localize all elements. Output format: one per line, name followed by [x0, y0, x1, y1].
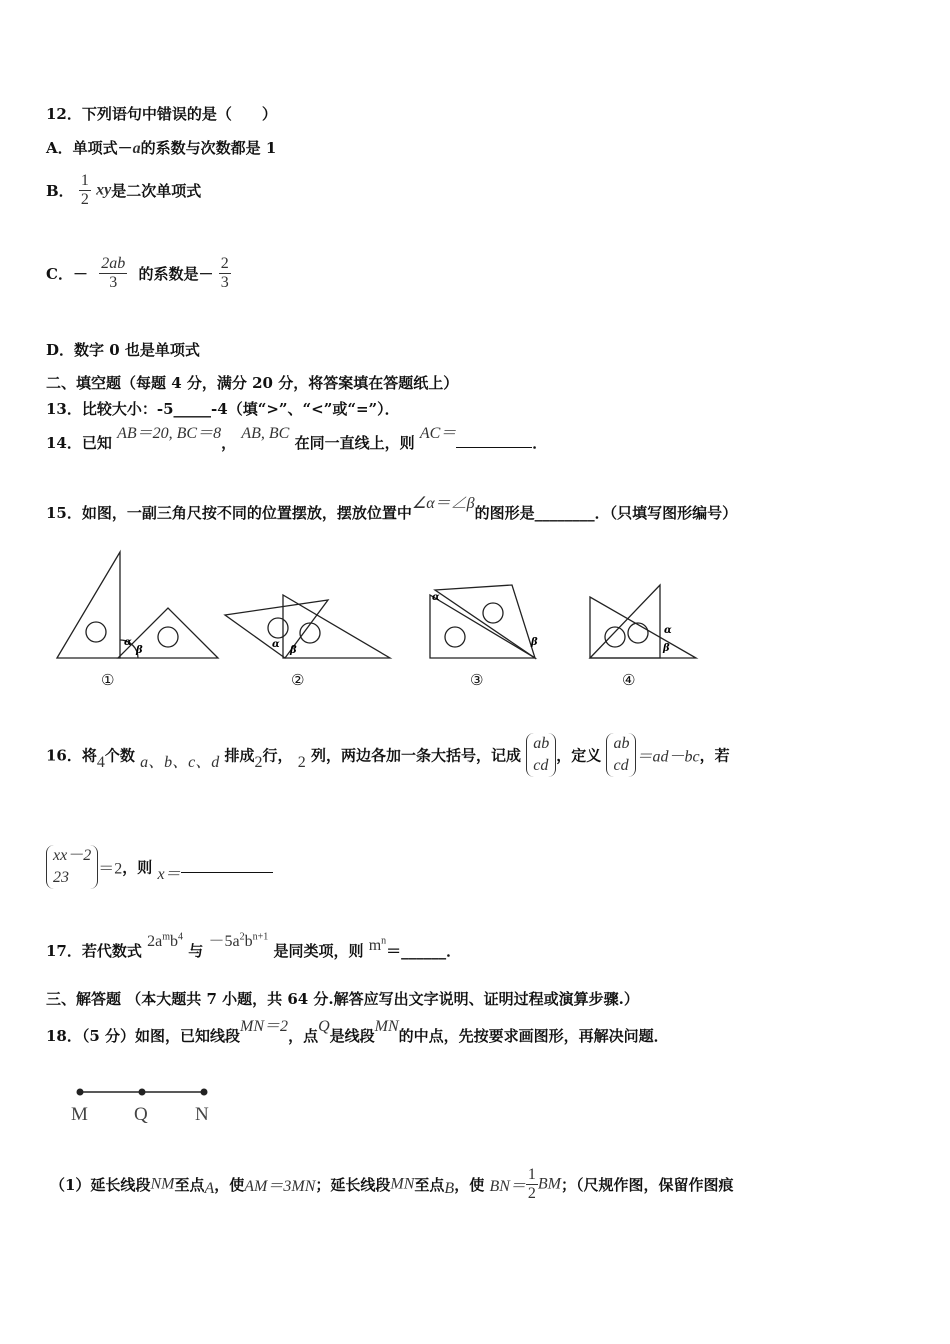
figure-3-caption: ③ — [470, 671, 484, 689]
q12-option-c: C．－ $\frac{2ab}{3}$ 的系数是－ $\frac{2}{3}$ — [46, 255, 229, 291]
point-m-label: M — [71, 1104, 88, 1125]
beta-label-3: β — [531, 637, 538, 648]
figure-4-caption: ④ — [622, 671, 636, 689]
q12-title: 12．下列语句中错误的是（ ） — [46, 105, 277, 123]
matrix-abcd: ab cd — [526, 733, 556, 777]
alpha-label-4: α — [664, 625, 672, 636]
beta-label-1: β — [136, 645, 143, 656]
alpha-label-1: α — [124, 637, 132, 648]
q12-option-d: D．数字 0 也是单项式 — [46, 341, 200, 359]
q16: 16．将4个数 a、b、c、d 排成2行， 2 列，两边各加一条大括号，记成 ab cd，定义 ab cd ＝ad－bc，若 — [46, 733, 730, 777]
segment-mqn — [68, 1083, 228, 1133]
section2-heading: 二、填空题（每题 4 分，满分 20 分，将答案填在答题纸上） — [46, 374, 459, 392]
alpha-label-3: α — [432, 592, 440, 603]
beta-label-2: β — [290, 645, 297, 656]
q12-option-b: B． $\frac{1}{2}$ xy是二次单项式 — [46, 172, 202, 208]
q15: 15．如图，一副三角尺按不同的位置摆放，摆放位置中∠α＝∠β的图形是________．（只填写图形编号） — [46, 495, 738, 522]
q18: 18．（5 分）如图，已知线段MN＝2，点Q是线段MN的中点，先按要求画图形，再解决问题． — [46, 1018, 669, 1045]
point-q-label: Q — [134, 1104, 148, 1125]
q14: 14．已知 AB＝20, BC＝8， AB, BC 在同一直线上，则 AC＝． — [46, 425, 548, 452]
q17: 17．若代数式 $2a^mb^4$ 与 $-5a^2b^{n+1}$ 是同类项，则 $m^n=\_\_\_\_\_\_$． — [46, 931, 462, 960]
figure-2-caption: ② — [291, 671, 305, 689]
figure-1-caption: ① — [101, 671, 115, 689]
figure-2 — [225, 595, 390, 658]
q18-part1: （1）延长线段NM至点A，使AM＝3MN；延长线段MN至点B，使 BN＝ $\frac{1}{2}$ BM；（尺规作图，保留作图痕 — [50, 1166, 734, 1202]
figure-4 — [590, 585, 696, 658]
point-n-label: N — [195, 1104, 209, 1125]
matrix-x: xx－2 23 — [46, 845, 98, 889]
q16-condition: xx－2 23 ＝2，则 x＝ — [46, 845, 273, 889]
q12-option-a: A．单项式－a的系数与次数都是 1 — [46, 139, 277, 157]
triangle-figures — [50, 545, 710, 670]
section3-heading: 三、解答题 （本大题共 7 小题，共 64 分.解答应写出文字说明、证明过程或演算步骤.） — [46, 990, 639, 1008]
q13: 13．比较大小：-5_____-4（填“>”、“<”或“=”）． — [46, 400, 400, 418]
alpha-label-2: α — [272, 639, 280, 650]
beta-label-4: β — [663, 643, 670, 654]
figure-3 — [430, 585, 535, 658]
matrix-definition: ab cd — [606, 733, 636, 777]
figure-1 — [57, 552, 218, 658]
